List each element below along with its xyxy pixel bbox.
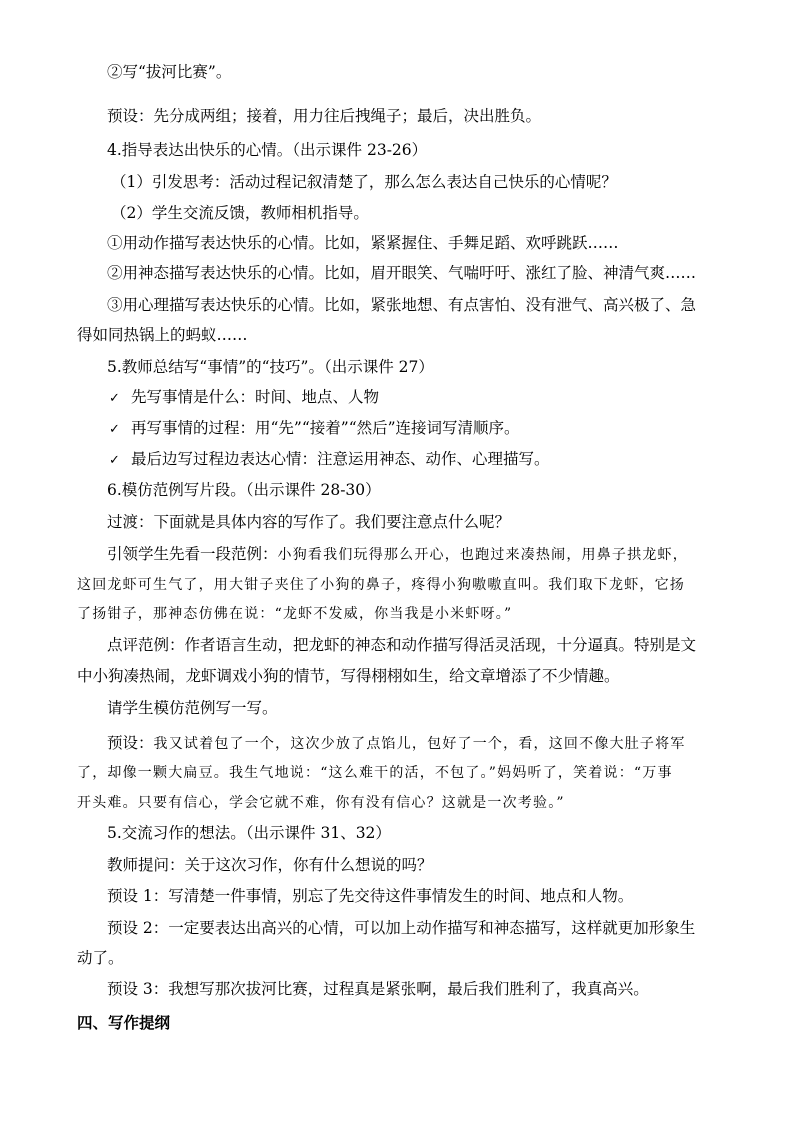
text-line: 请学生模仿范例写一写。 — [107, 699, 278, 717]
text-line: 中小狗凑热闹，龙虾调戏小狗的情节，写得栩栩如生，给文章增添了不少情趣。 — [77, 667, 620, 685]
text-line: 6.模仿范例写片段。（出示课件 28-30） — [107, 481, 381, 499]
preset-line: 开头难。只要有信心，学会它就不难，你有没有信心？这就是一次考验。” — [77, 795, 565, 811]
check-icon: ✓ — [109, 391, 120, 406]
checklist-item-text: 最后边写过程边表达心情：注意运用神态、动作、心理描写。 — [131, 450, 550, 468]
text-line: 预设 1：写清楚一件事情，别忘了先交待这件事情发生的时间、地点和人物。 — [107, 887, 634, 905]
preset-label: 预设： — [107, 734, 154, 752]
example-line — [107, 544, 688, 565]
check-icon: ✓ — [109, 422, 120, 437]
text-line: 动了。 — [77, 949, 124, 967]
checklist-item — [109, 449, 550, 471]
text-line: ③用心理描写表达快乐的心情。比如，紧张地想、有点害怕、没有泄气、高兴极了、急 — [107, 296, 697, 314]
checklist-item — [109, 387, 379, 409]
preset-line: 了，却像一颗大扁豆。我生气地说：“这么难干的活，不包了。”妈妈听了，笑着说：“万事 — [77, 765, 673, 781]
section-heading: 四、写作提纲 — [77, 1013, 171, 1032]
text-line: （1）引发思考：活动过程记叙清楚了，那么怎么表达自己快乐的心情呢？ — [111, 173, 617, 191]
text-line: 5.教师总结写“事情”的“技巧”。（出示课件 27） — [107, 358, 434, 376]
text-line: ①用动作描写表达快乐的心情。比如，紧紧握住、手舞足蹈、欢呼跳跃…… — [107, 234, 619, 252]
text-line: 4.指导表达出快乐的心情。（出示课件 23-26） — [107, 141, 428, 159]
text-line: 得如同热锅上的蚂蚁…… — [77, 326, 248, 344]
text-line: 过渡：下面就是具体内容的写作了。我们要注意点什么呢？ — [107, 513, 511, 531]
text-line: 5.交流习作的想法。（出示课件 31、32） — [107, 824, 391, 842]
example-intro: 引领学生先看一段范例： — [107, 545, 278, 563]
text-line: 点评范例：作者语言生动，把龙虾的神态和动作描写得活灵活现，十分逼真。特别是文 — [107, 636, 697, 654]
text-line: 教师提问：关于这次习作，你有什么想说的吗？ — [107, 856, 433, 874]
check-icon: ✓ — [109, 453, 120, 468]
example-line: 这回龙虾可生气了，用大钳子夹住了小狗的鼻子，疼得小狗嗷嗷直叫。我们取下龙虾，它扬 — [77, 577, 685, 593]
preset-text: 我又试着包了一个，这次少放了点馅儿，包好了一个，看，这回不像大肚子将军 — [153, 736, 686, 752]
text-line: 预设 3：我想写那次拔河比赛，过程真是紧张啊，最后我们胜利了，我真高兴。 — [107, 980, 649, 998]
text-line: 预设 2：一定要表达出高兴的心情，可以加上动作描写和神态描写，这样就更加形象生 — [107, 919, 696, 937]
text-line: 预设：先分成两组；接着，用力往后拽绳子；最后，决出胜负。 — [107, 107, 542, 125]
checklist-item-text: 再写事情的过程：用“先”“接着”“然后”连接词写清顺序。 — [131, 419, 520, 437]
checklist-item — [109, 418, 520, 440]
preset-line — [107, 733, 686, 754]
checklist-item-text: 先写事情是什么：时间、地点、人物 — [131, 388, 380, 406]
text-line: ②用神态描写表达快乐的心情。比如，眉开眼笑、气喘吁吁、涨红了脸、神清气爽…… — [107, 264, 697, 282]
text-line: ②写“拔河比赛”。 — [107, 63, 232, 81]
example-text: 小狗看我们玩得那么开心，也跑过来凑热闹，用鼻子拱龙虾， — [277, 547, 688, 563]
text-line: （2）学生交流反馈，教师相机指导。 — [111, 204, 369, 222]
example-line: 了扬钳子，那神态仿佛在说：“龙虾不发威，你当我是小米虾呀。” — [77, 606, 513, 622]
